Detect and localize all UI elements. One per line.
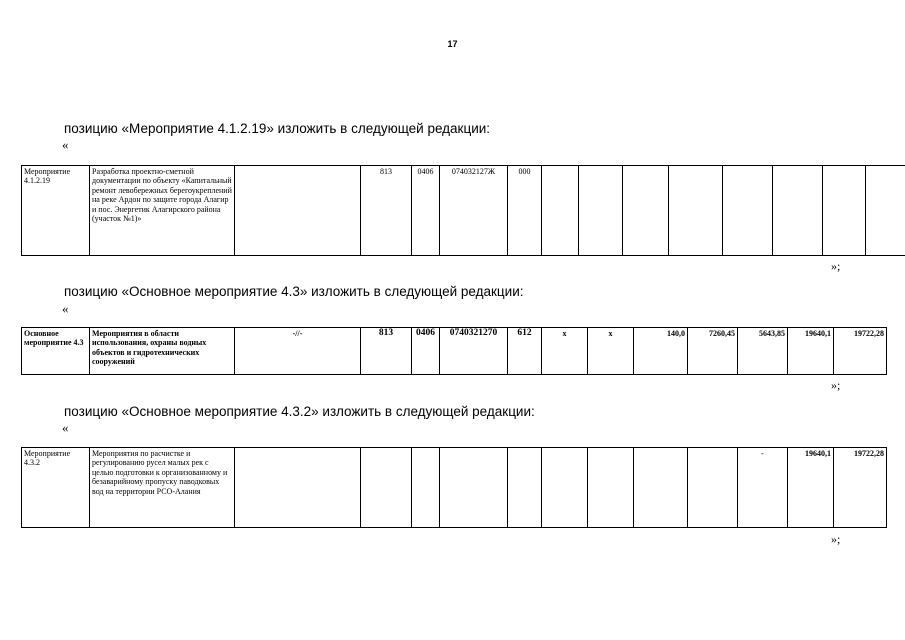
- row-code: Основное мероприятие 4.3: [22, 328, 90, 375]
- row-code: Мероприятие 4.1.2.19: [22, 166, 90, 256]
- row-csr: [440, 448, 508, 528]
- row-code: Мероприятие 4.3.2: [22, 448, 90, 528]
- section-2-open-quote: «: [62, 301, 69, 316]
- row-year-7: [823, 166, 866, 256]
- row-csr: 074032127Ж: [440, 166, 508, 256]
- row-grbs: [361, 448, 412, 528]
- page-number: 17: [447, 39, 458, 49]
- row-year-6: 19640,1: [788, 328, 834, 375]
- row-vr: 000: [508, 166, 542, 256]
- row-vr: 612: [508, 328, 542, 375]
- section-3-open-quote: «: [62, 420, 69, 435]
- row-year-4: [688, 448, 738, 528]
- row-executor: [235, 166, 361, 256]
- row-rzpr: 0406: [412, 328, 440, 375]
- row-year-2: х: [588, 328, 634, 375]
- row-year-4: [669, 166, 723, 256]
- section-3-intro: позицию «Основное мероприятие 4.3.2» изложить в следующей редакции:: [64, 404, 535, 419]
- row-year-3: [623, 166, 669, 256]
- row-year-2: [588, 448, 634, 528]
- row-year-4: 7260,45: [688, 328, 738, 375]
- row-name: Мероприятия в области использования, охраны водных объектов и гидротехнических сооружений: [90, 328, 235, 375]
- section-1-intro: позицию «Мероприятие 4.1.2.19» изложить в следующей редакции:: [64, 121, 491, 136]
- section-1-table: [21, 165, 905, 256]
- row-year-5: -: [738, 448, 788, 528]
- table-row: [22, 328, 887, 375]
- section-3-close-quote: »;: [831, 532, 841, 546]
- row-rzpr: [412, 448, 440, 528]
- row-vr: [508, 448, 542, 528]
- row-grbs: 813: [361, 328, 412, 375]
- row-csr: 0740321270: [440, 328, 508, 375]
- row-year-3: [634, 448, 688, 528]
- section-2-table: [21, 327, 887, 375]
- row-year-1: х: [542, 328, 588, 375]
- row-extra: [866, 166, 905, 256]
- table-row: [22, 166, 905, 256]
- row-year-6: 19640,1: [788, 448, 834, 528]
- row-name: Разработка проектно-сметной документации по объекту «Капитальный ремонт левобережных берегоукреплений на реке Ардон по защите города Алагир и пос. Энергетик Алагирского района (участок №1)»: [90, 166, 235, 256]
- row-executor: -//-: [235, 328, 361, 375]
- row-year-1: [542, 448, 588, 528]
- row-year-2: [579, 166, 623, 256]
- section-2-close-quote: »;: [831, 378, 841, 392]
- section-1-close-quote: »;: [831, 259, 841, 273]
- section-3-table: [21, 447, 887, 528]
- row-year-3: 140,0: [634, 328, 688, 375]
- section-1-open-quote: «: [62, 137, 69, 152]
- row-year-5: [723, 166, 773, 256]
- row-rzpr: 0406: [412, 166, 440, 256]
- row-year-1: [542, 166, 579, 256]
- table-row: [22, 448, 887, 528]
- row-name: Мероприятия по расчистке и регулированию русел малых рек с целью подготовки к организованному и безаварийному пропуску паводковых вод на территории РСО-Алания: [90, 448, 235, 528]
- row-year-6: [773, 166, 823, 256]
- row-executor: [235, 448, 361, 528]
- row-year-7: 19722,28: [834, 448, 887, 528]
- row-grbs: 813: [361, 166, 412, 256]
- row-year-7: 19722,28: [834, 328, 887, 375]
- section-2-intro: позицию «Основное мероприятие 4.3» изложить в следующей редакции:: [64, 284, 524, 299]
- row-year-5: 5643,85: [738, 328, 788, 375]
